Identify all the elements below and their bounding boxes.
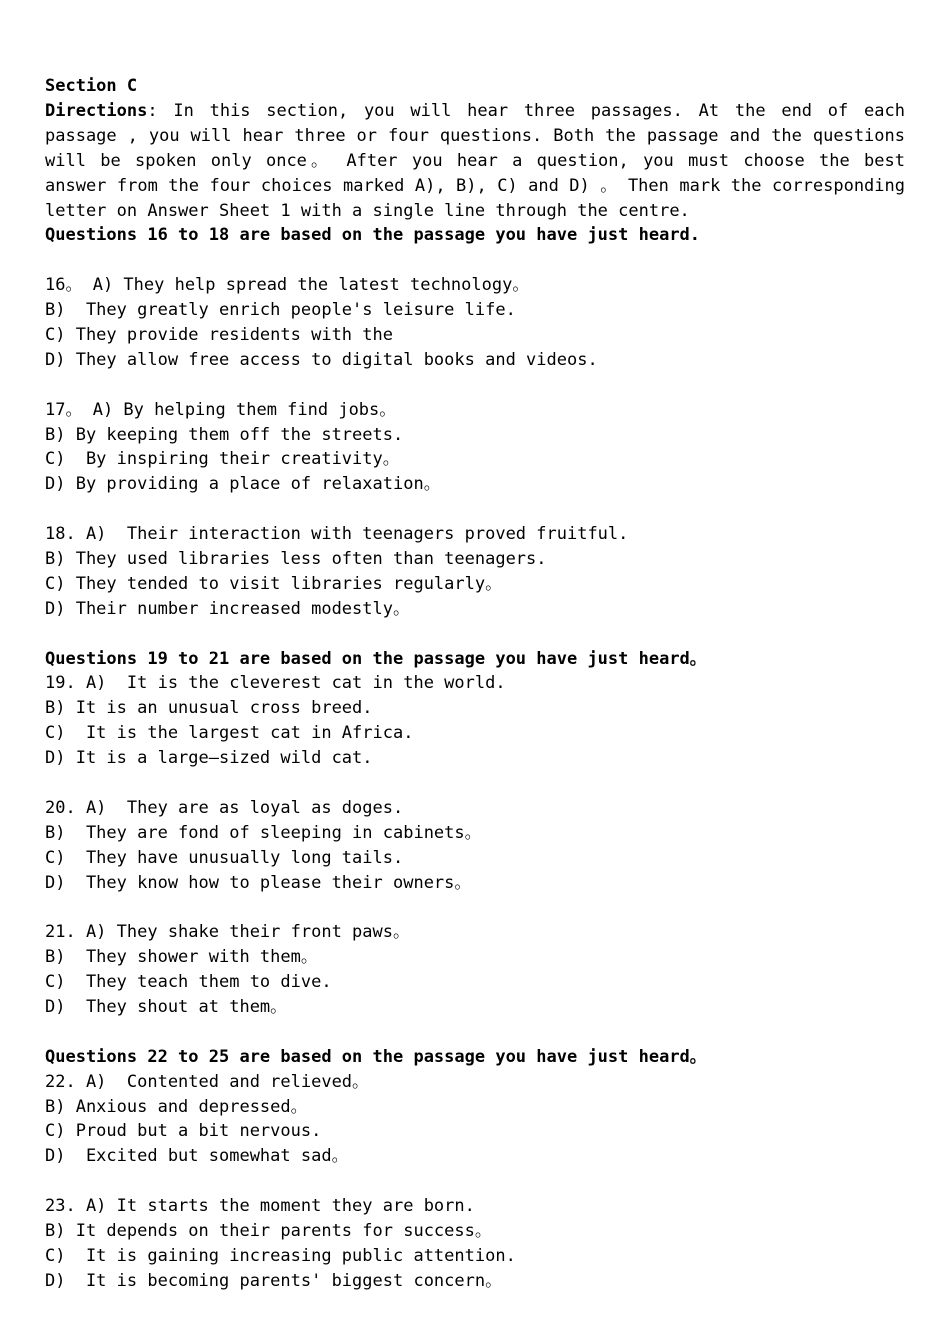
answer-option: C) It is the largest cat in Africa. (45, 723, 414, 744)
question-stem-option: 16。 A) They help spread the latest technology。 (45, 275, 530, 296)
answer-option: B) Anxious and depressed。 (45, 1096, 308, 1117)
answer-option: B) It is an unusual cross breed. (45, 698, 373, 719)
answer-option: D) They allow free access to digital books and videos. (45, 349, 598, 370)
spacer (45, 373, 905, 398)
answer-option: D) By providing a place of relaxation。 (45, 474, 441, 495)
question-block (45, 522, 905, 622)
answer-option: C) They teach them to dive. (45, 972, 332, 993)
question-block (45, 671, 905, 771)
question-block (45, 1194, 905, 1294)
answer-option: C) They provide residents with the (45, 324, 393, 345)
question-stem-option: 19. A) It is the cleverest cat in the world. (45, 673, 506, 694)
answer-option: B) It depends on their parents for success。 (45, 1221, 492, 1242)
question-block (45, 1070, 905, 1170)
spacer (45, 497, 905, 522)
answer-option: C) They tended to visit libraries regularly。 (45, 573, 503, 594)
question-stem-option: 17。 A) By helping them find jobs。 (45, 399, 397, 420)
section-title: Section C (45, 76, 138, 96)
group-header: Questions 22 to 25 are based on the passage you have just heard。 (45, 1046, 707, 1067)
spacer (45, 895, 905, 920)
answer-option: D) It is becoming parents' biggest concern。 (45, 1270, 503, 1291)
answer-option: D) They know how to please their owners。 (45, 872, 472, 893)
group-header: Questions 16 to 18 are based on the passage you have just heard. (45, 225, 701, 246)
question-groups (45, 223, 905, 1293)
question-stem-option: 21. A) They shake their front paws。 (45, 922, 410, 943)
answer-option: D) They shout at them。 (45, 997, 288, 1018)
directions-text: : In this section, you will hear three passages. At the end of each passage , you will hear three or four questions. Both the passage and the questions will be spoken only once。 After you hear a question, you must choose the best answer from the four choices marked A), B), C) and D) 。 Then mark the corresponding letter on Answer Sheet 1 with a single line through the centre. (45, 100, 905, 221)
question-block (45, 796, 905, 896)
exam-page (45, 74, 905, 1294)
question-block (45, 398, 905, 498)
answer-option: C) They have unusually long tails. (45, 847, 404, 868)
answer-option: C) Proud but a bit nervous. (45, 1121, 322, 1142)
spacer (45, 622, 905, 647)
directions-label: Directions (45, 100, 148, 121)
question-stem-option: 18. A) Their interaction with teenagers proved fruitful. (45, 524, 629, 545)
spacer (45, 771, 905, 796)
answer-option: B) By keeping them off the streets. (45, 424, 404, 445)
question-stem-option: 20. A) They are as loyal as doges. (45, 797, 404, 818)
answer-option: B) They shower with them。 (45, 947, 318, 968)
answer-option: C) By inspiring their creativity。 (45, 449, 400, 470)
question-stem-option: 22. A) Contented and relieved。 (45, 1071, 370, 1092)
answer-option: B) They are fond of sleeping in cabinets。 (45, 822, 482, 843)
answer-option: D) Excited but somewhat sad。 (45, 1146, 349, 1167)
question-stem-option: 23. A) It starts the moment they are born. (45, 1196, 475, 1217)
group-header: Questions 19 to 21 are based on the passage you have just heard。 (45, 648, 707, 669)
spacer (45, 1020, 905, 1045)
spacer (45, 248, 905, 273)
answer-option: C) It is gaining increasing public attention. (45, 1245, 516, 1266)
answer-option: D) Their number increased modestly。 (45, 598, 410, 619)
answer-option: B) They used libraries less often than teenagers. (45, 549, 547, 569)
spacer (45, 1169, 905, 1194)
answer-option: B) They greatly enrich people's leisure life. (45, 300, 516, 321)
directions-paragraph (45, 99, 905, 224)
question-block (45, 920, 905, 1020)
answer-option: D) It is a large—sized wild cat. (45, 748, 373, 769)
question-block (45, 273, 905, 373)
